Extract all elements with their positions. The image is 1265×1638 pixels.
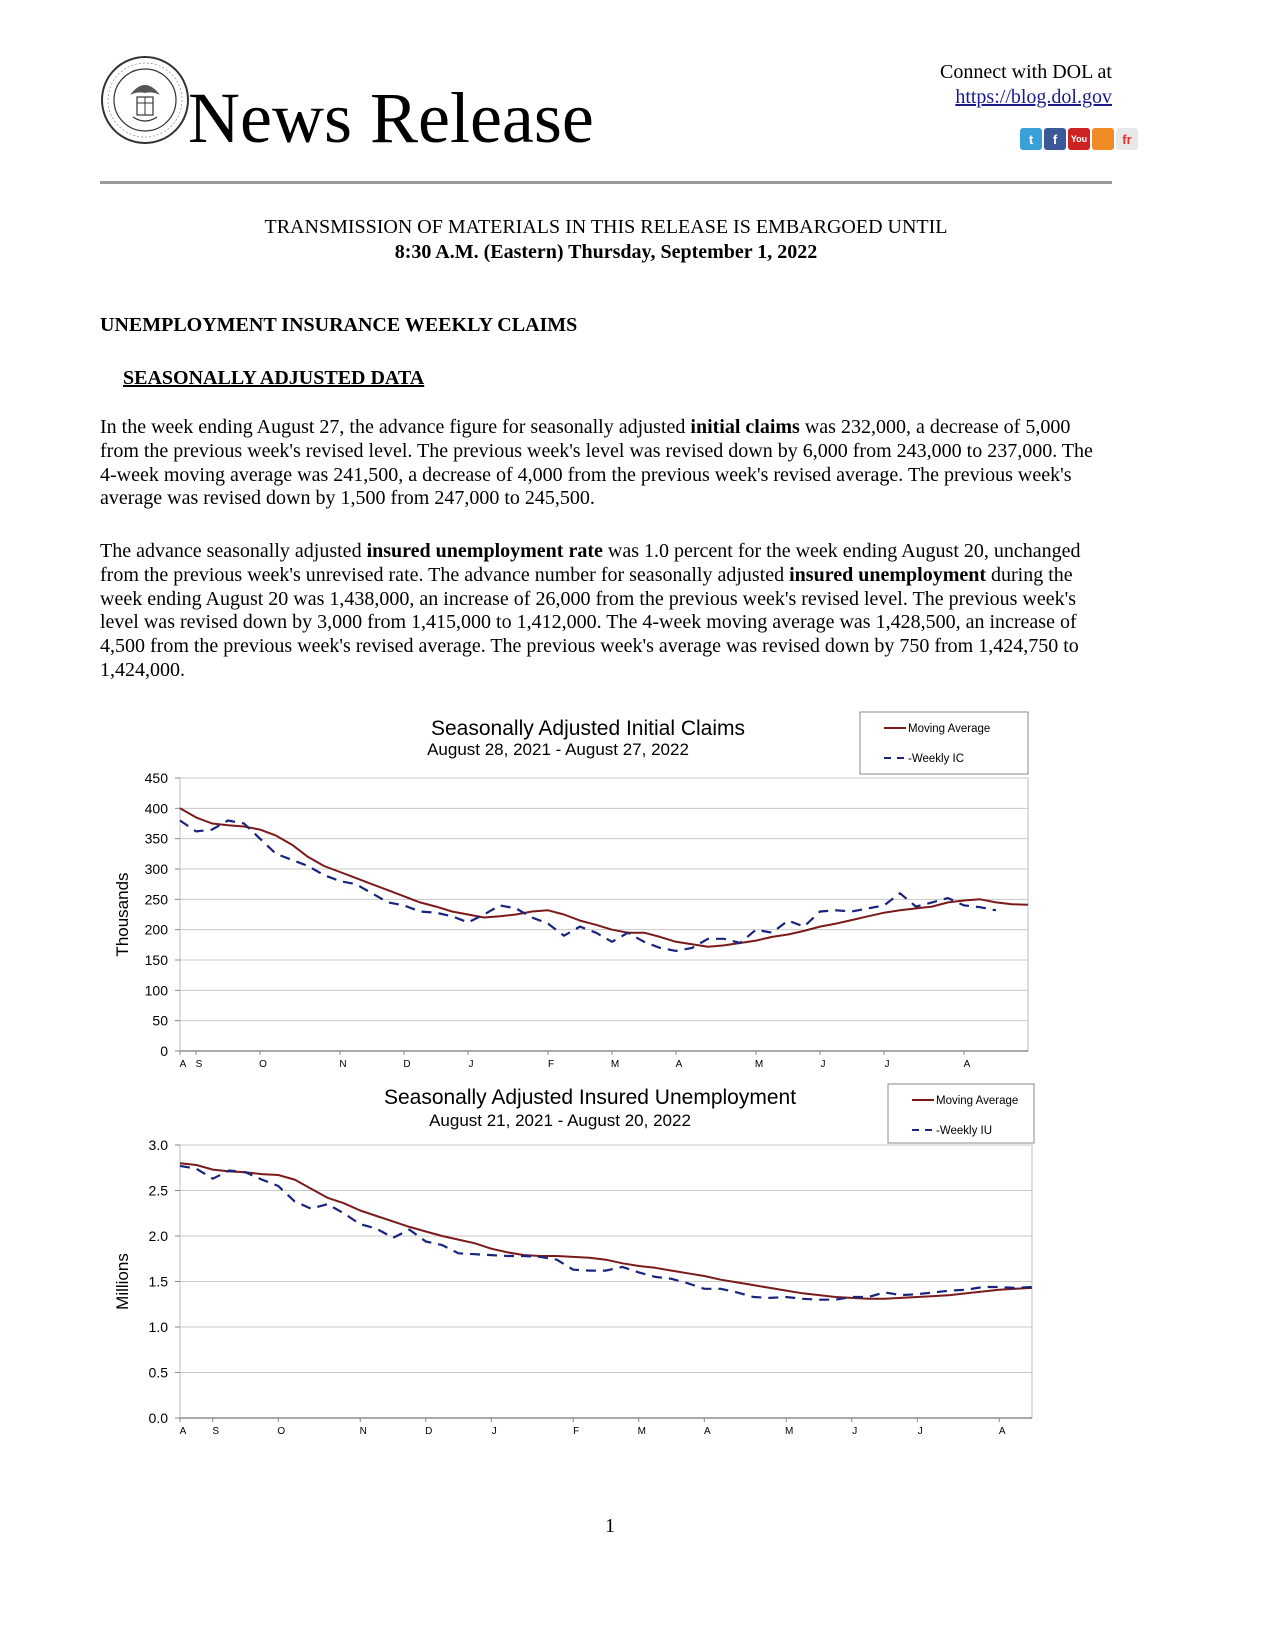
page-number: 1: [605, 1515, 615, 1537]
flickr-icon[interactable]: fr: [1116, 128, 1138, 150]
moving-average-line: [180, 1163, 1032, 1299]
y-axis-label: Thousands: [113, 872, 132, 957]
initial-claims-paragraph: [100, 416, 1112, 511]
x-tick-label: A: [998, 1426, 1006, 1437]
x-tick-label: J: [884, 1059, 890, 1070]
social-icons: [1020, 125, 1138, 153]
p1-text-a: In the week ending August 27, the advance figure for seasonally adjusted: [100, 416, 691, 438]
header-divider: [100, 181, 1112, 184]
section-heading: UNEMPLOYMENT INSURANCE WEEKLY CLAIMS: [100, 314, 578, 336]
p1-bold-initial-claims: initial claims: [690, 416, 800, 438]
y-tick-label: 1.0: [148, 1319, 168, 1335]
x-tick-label: A: [675, 1059, 683, 1070]
insured-unemployment-chart: [100, 1075, 1140, 1445]
y-tick-label: 400: [144, 800, 168, 817]
news-release-title: News Release: [188, 78, 594, 158]
x-tick-label: A: [179, 1059, 187, 1070]
x-tick-label: M: [637, 1426, 646, 1437]
x-tick-label: O: [277, 1426, 286, 1437]
p2-text-c: was 1.0 percent for the week ending August 20, unchanged from the previous week's unrevised rate. The advance number for seasonally adjusted: [100, 540, 1081, 586]
x-tick-label: J: [917, 1426, 923, 1437]
legend-label: -Weekly IC: [908, 753, 965, 765]
y-tick-label: 450: [144, 770, 168, 786]
chart-title: Seasonally Adjusted Initial Claims: [431, 717, 745, 740]
x-tick-label: N: [339, 1059, 347, 1070]
y-tick-label: 2.5: [148, 1182, 168, 1199]
y-tick-label: 50: [152, 1012, 168, 1029]
facebook-icon[interactable]: f: [1044, 128, 1066, 150]
youtube-icon[interactable]: You: [1068, 128, 1090, 150]
y-tick-label: 250: [144, 891, 168, 908]
y-tick-label: 2.0: [148, 1228, 168, 1244]
embargo-notice: [100, 215, 1112, 265]
embargo-line-2: 8:30 A.M. (Eastern) Thursday, September 1, 2022: [394, 241, 818, 263]
chart-subtitle: August 28, 2021 - August 27, 2022: [427, 740, 689, 759]
initial-claims-chart: [100, 705, 1140, 1075]
x-tick-label: D: [425, 1426, 433, 1437]
x-tick-label: S: [195, 1059, 203, 1070]
y-tick-label: 300: [144, 861, 168, 877]
y-tick-label: 150: [144, 952, 168, 968]
moving-average-line: [180, 808, 1028, 946]
connect-block: [900, 60, 1112, 110]
blog-icon[interactable]: [1092, 128, 1114, 150]
x-tick-label: F: [573, 1426, 580, 1437]
insured-unemployment-chart-svg: [100, 1075, 1140, 1445]
embargo-line-1: TRANSMISSION OF MATERIALS IN THIS RELEASE IS EMBARGOED UNTIL: [264, 216, 948, 238]
x-tick-label: D: [403, 1059, 411, 1070]
legend-label: Moving Average: [936, 1095, 1019, 1107]
p2-text-e: during the week ending August 20 was 1,438,000, an increase of 26,000 from the previous week's revised level. The previous week's level was revised down by 3,000 from 1,415,000 to 1,412,000. The 4-week moving average was 1,428,500, an increase of 4,500 from the previous week's revised average. The previous week's average was revised down by 750 from 1,424,750 to 1,424,000.: [100, 563, 1079, 681]
insured-unemployment-paragraph: [100, 540, 1112, 683]
x-tick-label: A: [179, 1426, 187, 1437]
p2-text-a: The advance seasonally adjusted: [100, 540, 367, 562]
p2-bold-rate: insured unemployment rate: [366, 540, 603, 562]
weekly-series-line: [180, 821, 996, 951]
chart-subtitle: August 21, 2021 - August 20, 2022: [429, 1111, 691, 1130]
x-tick-label: N: [359, 1426, 367, 1437]
y-tick-label: 350: [144, 830, 168, 847]
y-tick-label: 3.0: [148, 1137, 168, 1153]
x-tick-label: F: [547, 1059, 555, 1070]
x-tick-label: A: [703, 1426, 711, 1437]
x-tick-label: M: [785, 1426, 794, 1437]
x-tick-label: A: [963, 1059, 971, 1070]
legend-label: Moving Average: [908, 723, 991, 735]
p2-bold-insured-unemployment: insured unemployment: [789, 563, 987, 586]
y-tick-label: 0: [160, 1043, 168, 1059]
plot-area: [180, 778, 1028, 1051]
y-axis-label: Millions: [113, 1253, 132, 1310]
blog-link[interactable]: https://blog.dol.gov: [955, 86, 1112, 108]
y-tick-label: 0.0: [148, 1410, 168, 1426]
legend-label: -Weekly IU: [936, 1125, 993, 1137]
x-tick-label: M: [610, 1059, 620, 1070]
chart-title: Seasonally Adjusted Insured Unemployment: [383, 1086, 797, 1109]
x-tick-label: S: [212, 1426, 220, 1437]
dol-seal-icon: [100, 55, 190, 145]
y-tick-label: 200: [144, 921, 168, 938]
y-tick-label: 0.5: [148, 1364, 168, 1381]
x-tick-label: O: [259, 1059, 267, 1070]
initial-claims-chart-svg: [100, 705, 1140, 1075]
y-tick-label: 100: [144, 982, 168, 999]
x-tick-label: J: [491, 1426, 497, 1437]
x-tick-label: J: [852, 1426, 858, 1437]
p1-text-c: was 232,000, a decrease of 5,000 from the previous week's revised level. The previous week's level was revised down by 6,000 from 243,000 to 237,000. The 4-week moving average was 241,500, a decrease of 4,000 from the previous week's revised average. The previous week's average was revised down by 1,500 from 247,000 to 245,500.: [100, 416, 1093, 510]
x-tick-label: J: [820, 1059, 826, 1070]
dol-seal: [100, 55, 190, 145]
x-tick-label: J: [468, 1059, 474, 1070]
x-tick-label: M: [754, 1059, 764, 1070]
connect-text: Connect with DOL at: [939, 61, 1112, 83]
subsection-heading: SEASONALLY ADJUSTED DATA: [123, 367, 425, 389]
y-tick-label: 1.5: [148, 1273, 168, 1290]
twitter-icon[interactable]: t: [1020, 128, 1042, 150]
